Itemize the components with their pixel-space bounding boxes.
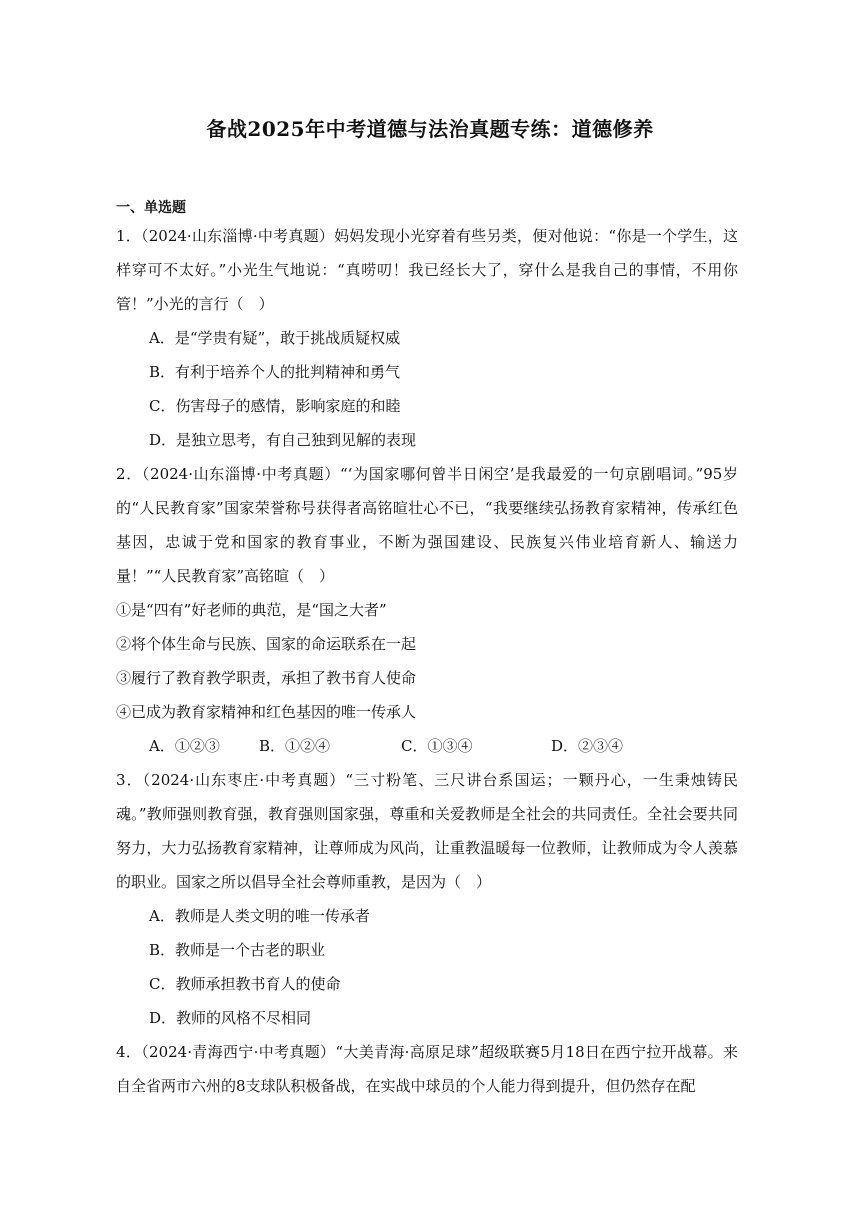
statement-4: ④已成为教育家精神和红色基因的唯一传承人 xyxy=(116,703,417,721)
question-1 xyxy=(116,219,738,457)
section-heading: 一、单选题 xyxy=(116,200,186,216)
option-a: A．教师是人类文明的唯一传承者 xyxy=(149,907,370,925)
option-c: C．①③④ xyxy=(401,737,473,755)
option-row xyxy=(116,729,738,763)
option-b: B．教师是一个古老的职业 xyxy=(149,941,326,959)
option-c: C．教师承担教书育人的使命 xyxy=(149,975,341,993)
option-c: C．伤害母子的感情，影响家庭的和睦 xyxy=(149,397,401,415)
statement-1: ①是“四有”好老师的典范，是“国之大者” xyxy=(116,601,387,619)
question-4 xyxy=(116,1035,738,1103)
option-d: D．教师的风格不尽相同 xyxy=(149,1009,312,1027)
option-a: A．是“学贵有疑”，敢于挑战质疑权威 xyxy=(149,329,401,347)
question-3 xyxy=(116,763,738,1035)
question-stem: 3．（2024·山东枣庄·中考真题）“三寸粉笔、三尺讲台系国运；一颗丹心，一生秉烛铸民魂。”教师强则教育强，教育强则国家强，尊重和关爱教师是全社会的共同责任。全社会要共同努力，大力弘扬教育家精神，让尊师成为风尚，让重教温暖每一位教师，让教师成为令人羡慕的职业。国家之所以倡导全社会尊师重教，是因为（ ） xyxy=(116,771,738,891)
statement-2: ②将个体生命与民族、国家的命运联系在一起 xyxy=(116,635,417,653)
question-list xyxy=(116,219,738,1103)
question-stem: 4．（2024·青海西宁·中考真题）“大美青海·高原足球”超级联赛5月18日在西宁拉开战幕。来自全省两市六州的8支球队积极备战，在实战中球员的个人能力得到提升，但仍然存在配 xyxy=(116,1043,738,1095)
option-d: D．②③④ xyxy=(551,737,624,755)
document-title: 备战2025年中考道德与法治真题专练：道德修养 xyxy=(206,117,654,141)
question-stem: 1．（2024·山东淄博·中考真题）妈妈发现小光穿着有些另类，便对他说：“你是一个学生，这样穿可不太好。”小光生气地说：“真唠叨！我已经长大了，穿什么是我自己的事情，不用你管！”小光的言行（ ） xyxy=(116,227,738,313)
statement-3: ③履行了教育教学职责，承担了教书育人使命 xyxy=(116,669,417,687)
option-b: B．有利于培养个人的批判精神和勇气 xyxy=(149,363,401,381)
option-d: D．是独立思考，有自己独到见解的表现 xyxy=(149,431,417,449)
option-b: B．①②④ xyxy=(259,737,331,755)
question-stem: 2．（2024·山东淄博·中考真题）“‘为国家哪何曾半日闲空’是我最爱的一句京剧唱词。”95岁的“人民教育家”国家荣誉称号获得者高铭暄壮心不已，“我要继续弘扬教育家精神，传承红色基因，忠诚于党和国家的教育事业，不断为强国建设、民族复兴伟业培育新人、输送力量！”“人民教育家”高铭暄（ ） xyxy=(116,465,738,585)
option-a: A．①②③ xyxy=(149,737,220,755)
question-2 xyxy=(116,457,738,763)
